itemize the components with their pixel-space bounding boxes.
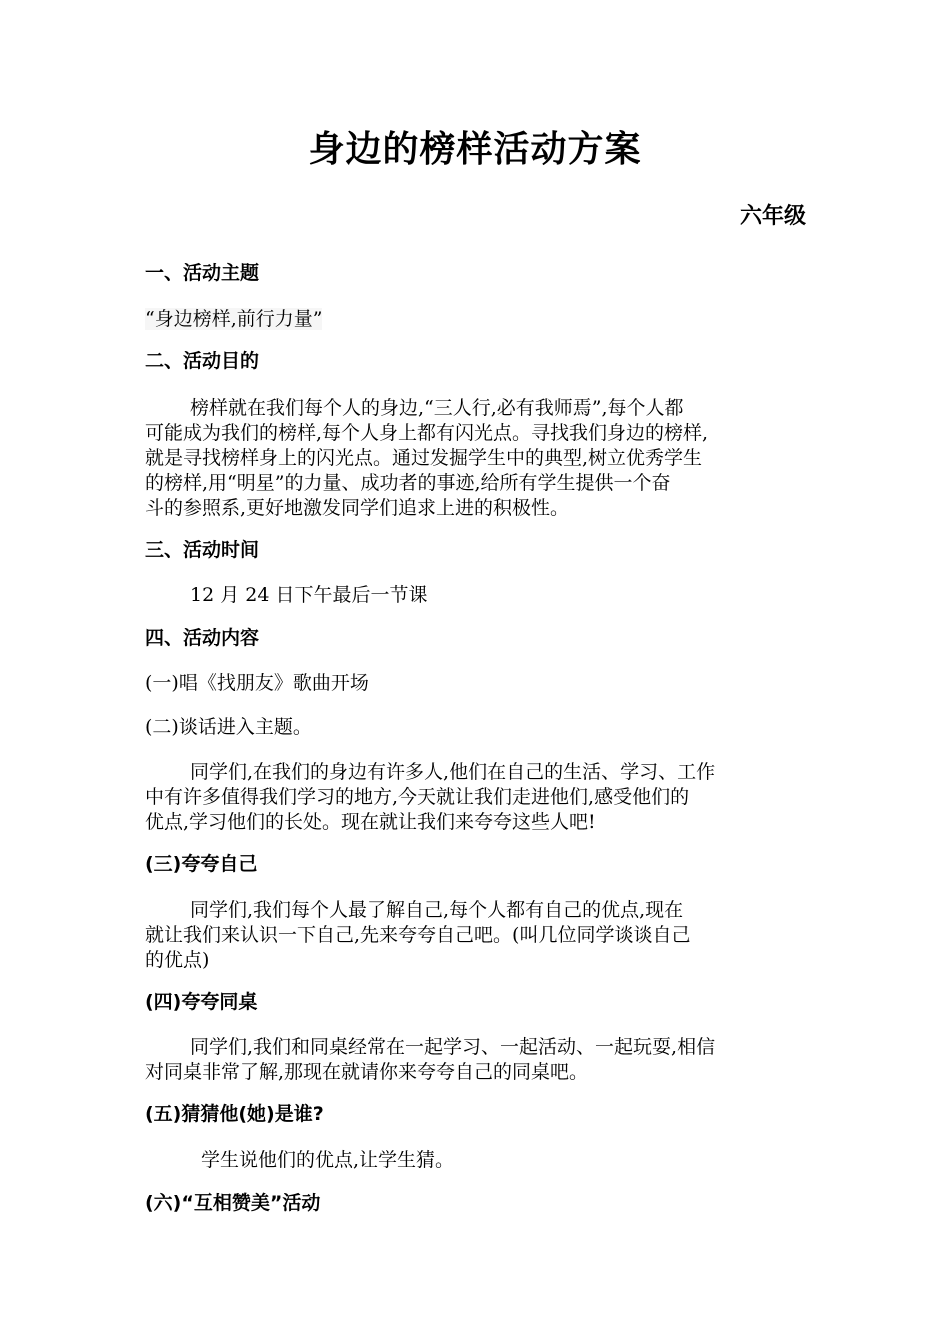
heading-time: 三、活动时间 — [145, 539, 260, 561]
time-text — [145, 583, 810, 608]
purpose-line: 就是寻找榜样身上的闪光点。通过发掘学生中的典型,树立优秀学生 — [145, 447, 703, 469]
theme-text — [145, 307, 810, 332]
theme-slogan: “身边榜样,前行力量” — [145, 308, 323, 330]
heading-content: 四、活动内容 — [145, 627, 260, 649]
purpose-line: 可能成为我们的榜样,每个人身上都有闪光点。寻找我们身边的榜样, — [145, 422, 709, 444]
content-item-5: (五)猜猜他(她)是谁? — [145, 1103, 324, 1125]
purpose-line: 榜样就在我们每个人的身边,“三人行,必有我师焉”,每个人都 — [190, 397, 684, 419]
item3-line: 的优点) — [145, 949, 210, 971]
content-item-6: (六)“互相赞美”活动 — [145, 1192, 321, 1214]
content-item-1: (一)唱《找朋友》歌曲开场 — [145, 672, 369, 694]
item5-line: 学生说他们的优点,让学生猜。 — [201, 1149, 455, 1171]
item3-line: 就让我们来认识一下自己,先来夸夸自己吧。(叫几位同学谈谈自己 — [145, 924, 691, 946]
item4-paragraph — [145, 1035, 810, 1085]
content-item-4: (四)夸夸同桌 — [145, 991, 258, 1013]
item4-line: 同学们,我们和同桌经常在一起学习、一起活动、一起玩耍,相信 — [190, 1036, 716, 1058]
item2-line: 中有许多值得我们学习的地方,今天就让我们走进他们,感受他们的 — [145, 786, 690, 808]
item4-line: 对同桌非常了解,那现在就请你来夸夸自己的同桌吧。 — [145, 1061, 589, 1083]
content-item-2: (二)谈话进入主题。 — [145, 716, 312, 738]
item2-line: 同学们,在我们的身边有许多人,他们在自己的生活、学习、工作 — [190, 761, 716, 783]
document-title: 身边的榜样活动方案 — [308, 129, 642, 170]
purpose-line: 斗的参照系,更好地激发同学们追求上进的积极性。 — [145, 497, 570, 519]
content-item-3: (三)夸夸自己 — [145, 853, 258, 875]
item2-paragraph — [145, 760, 810, 835]
heading-purpose: 二、活动目的 — [145, 350, 260, 372]
grade-label: 六年级 — [739, 204, 806, 229]
heading-theme: 一、活动主题 — [145, 262, 260, 284]
item5-text — [145, 1148, 810, 1173]
purpose-paragraph — [145, 396, 810, 521]
item2-line: 优点,学习他们的长处。现在就让我们来夸夸这些人吧! — [145, 811, 596, 833]
item3-line: 同学们,我们每个人最了解自己,每个人都有自己的优点,现在 — [190, 899, 684, 921]
item3-paragraph — [145, 898, 810, 973]
purpose-line: 的榜样,用“明星”的力量、成功者的事迹,给所有学生提供一个奋 — [145, 472, 671, 494]
time-value: 12 月 24 日下午最后一节课 — [190, 584, 428, 606]
